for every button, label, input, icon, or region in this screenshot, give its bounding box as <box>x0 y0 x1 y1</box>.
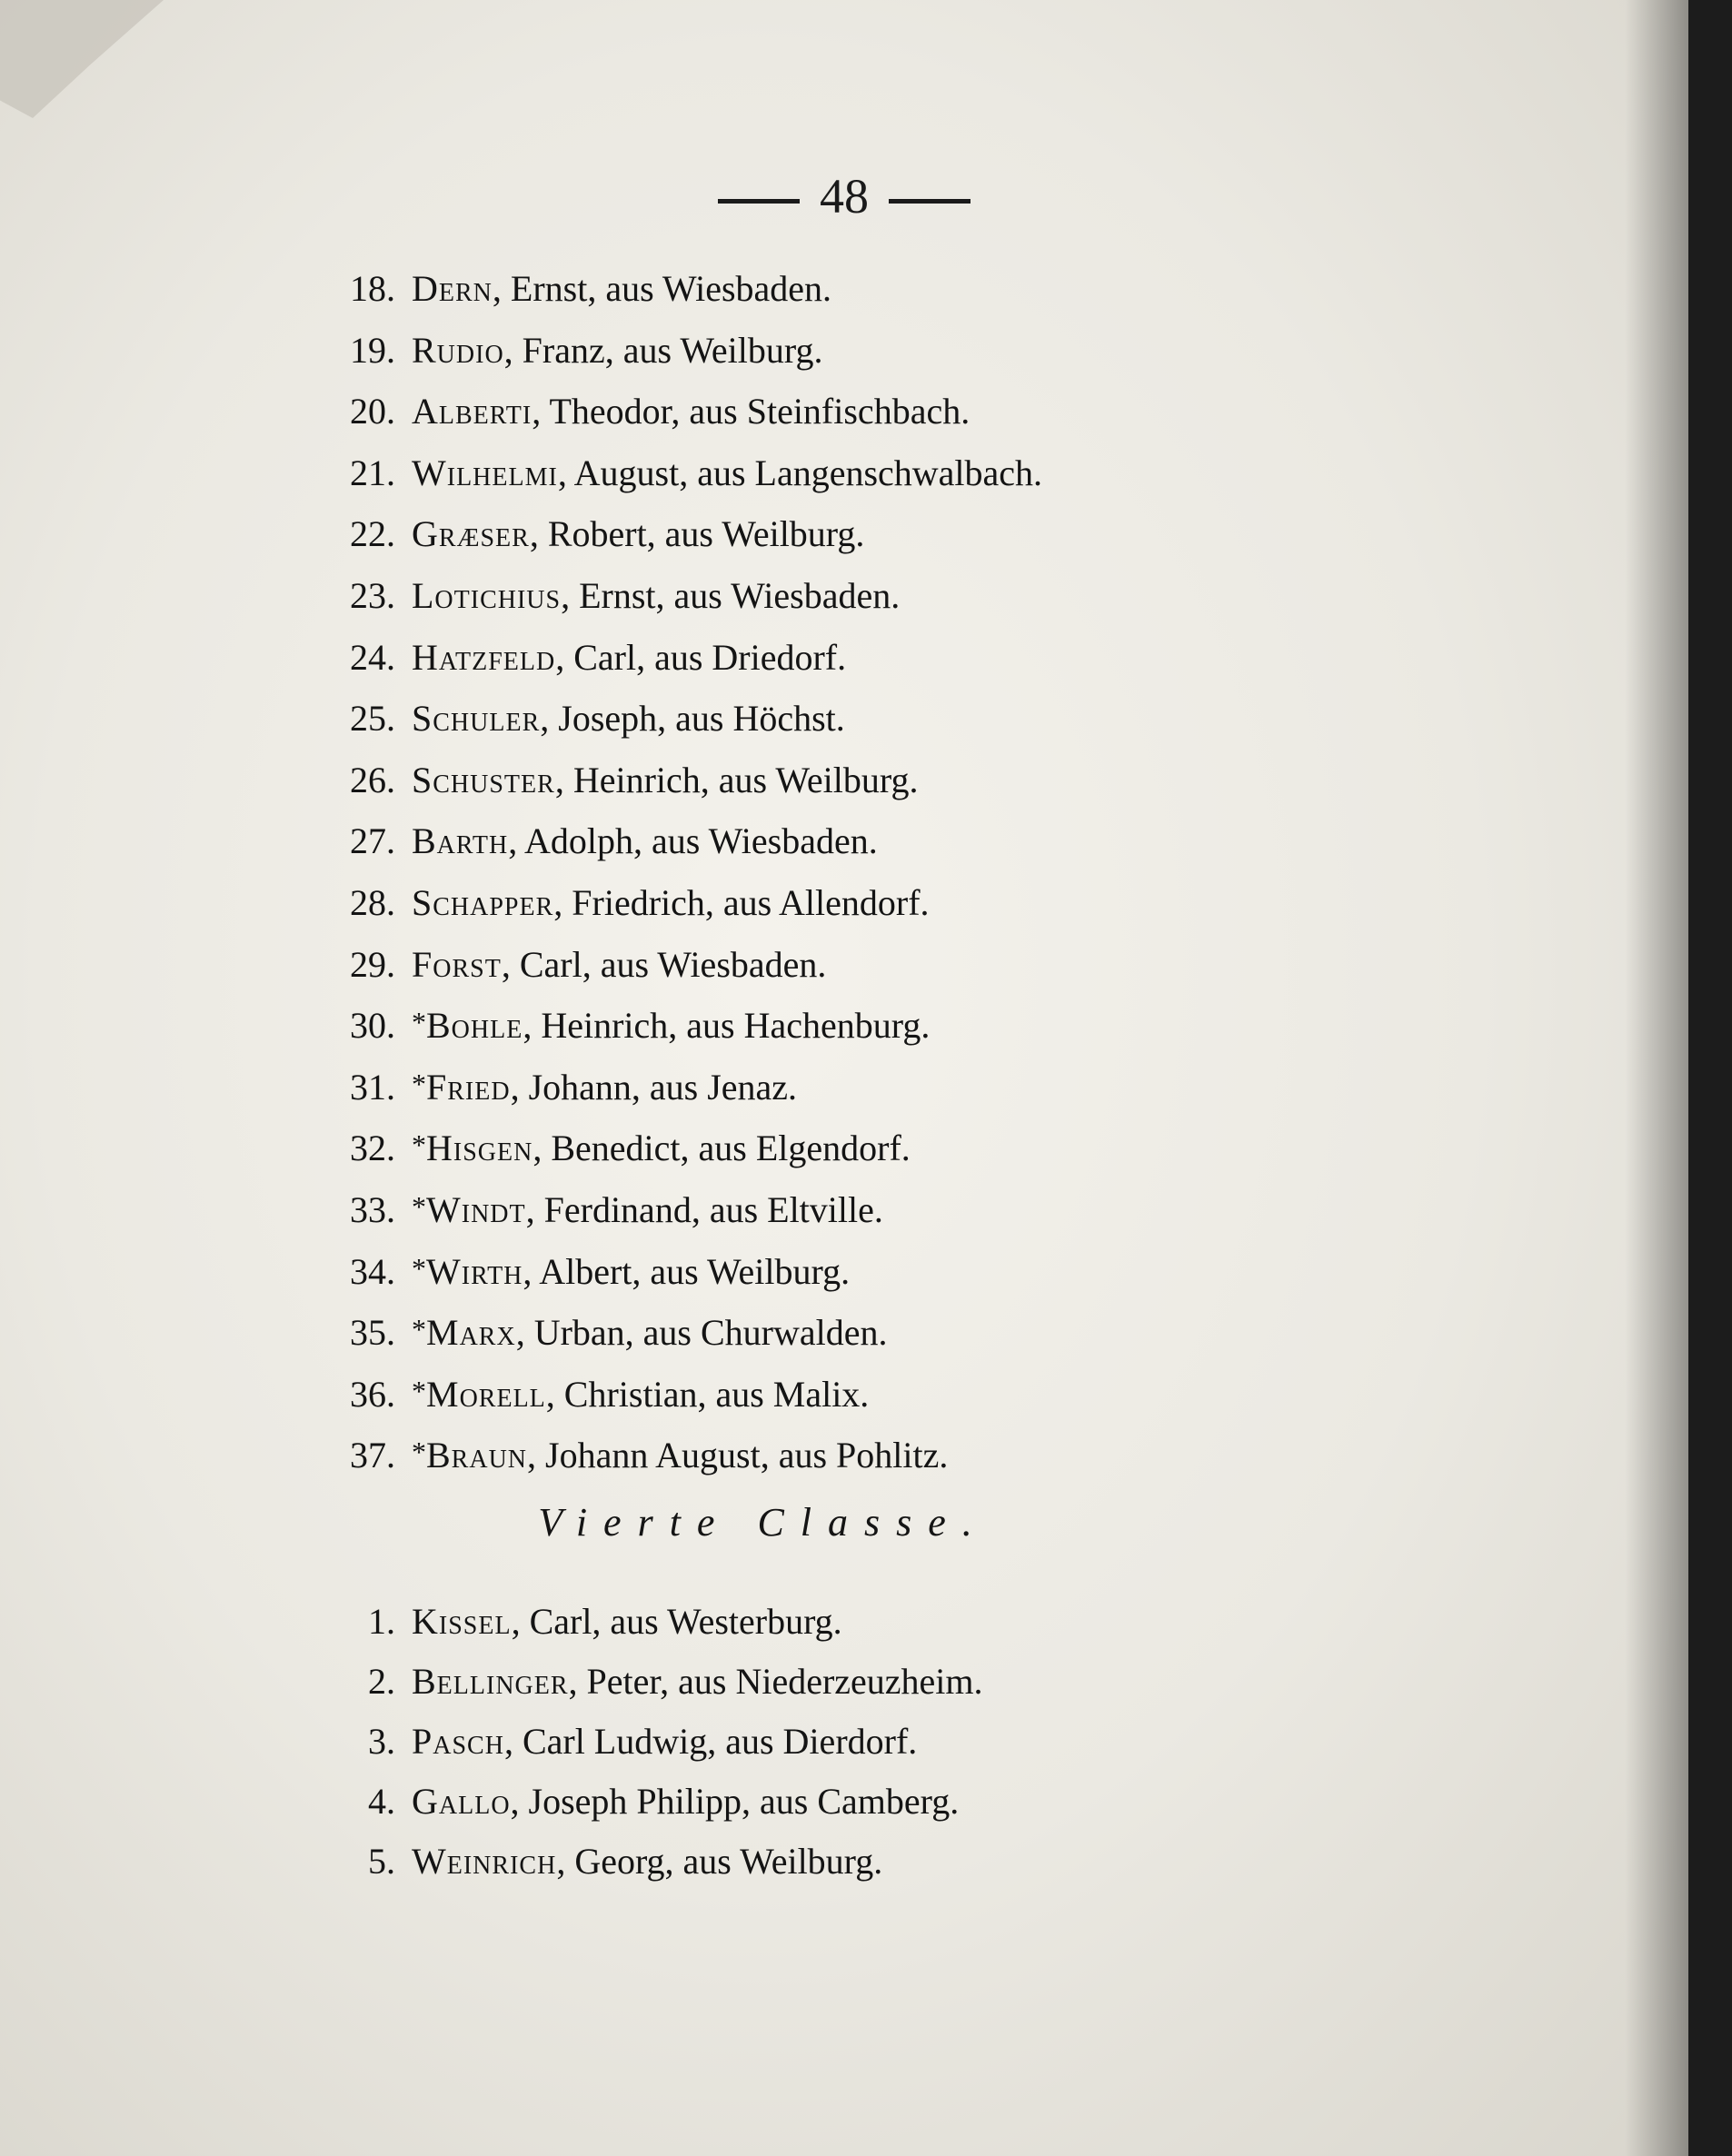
list-entry <box>314 380 970 436</box>
entry-number: 35. <box>350 1312 395 1354</box>
entry-number: 31. <box>350 1066 395 1108</box>
entry-surname: Hisgen <box>426 1128 533 1169</box>
entry-details: , Friedrich, aus Allendorf. <box>553 882 930 923</box>
entry-surname: Forst <box>412 943 502 985</box>
entry-details: , Johann August, aus Pohlitz. <box>527 1435 949 1476</box>
entry-details: , Adolph, aus Wiesbaden. <box>508 820 878 862</box>
entry-details: , August, aus Langenschwalbach. <box>557 452 1043 493</box>
list-entry <box>314 502 864 559</box>
entry-surname: Barth <box>412 820 509 862</box>
list-entry <box>314 1178 883 1235</box>
entry-details: , Johann, aus Jenaz. <box>510 1066 798 1108</box>
list-entry <box>314 1650 983 1706</box>
gutter-shadow <box>1625 0 1688 2156</box>
entry-asterisk: * <box>412 1313 426 1346</box>
entry-surname: Schapper <box>412 882 554 923</box>
entry-details: , Benedict, aus Elgendorf. <box>533 1128 911 1169</box>
entry-surname: Weinrich <box>412 1841 557 1882</box>
list-entry <box>314 1830 882 1886</box>
entry-details: , Carl, aus Driedorf. <box>555 636 847 678</box>
entry-surname: Lotichius <box>412 575 562 616</box>
entry-details: , Albert, aus Weilburg. <box>523 1250 851 1292</box>
entry-details: , Carl, aus Wiesbaden. <box>501 943 827 985</box>
list-entry <box>314 1424 948 1480</box>
list-entry <box>314 1710 917 1766</box>
entry-details: , Robert, aus Weilburg. <box>529 513 865 555</box>
entry-details: , Heinrich, aus Weilburg. <box>554 759 919 800</box>
entry-details: , Joseph Philipp, aus Camberg. <box>510 1781 960 1822</box>
entry-number: 27. <box>350 820 395 862</box>
entry-details: , Peter, aus Niederzeuzheim. <box>568 1661 983 1702</box>
list-entry <box>314 810 878 866</box>
torn-corner <box>0 0 164 118</box>
entry-number: 18. <box>350 268 395 309</box>
entry-details: , Ernst, aus Wiesbaden. <box>492 268 832 309</box>
entry-surname: Schuler <box>412 698 541 740</box>
entry-number: 33. <box>350 1189 395 1230</box>
list-entry <box>314 319 822 375</box>
entry-number: 28. <box>350 882 395 923</box>
entry-number: 34. <box>350 1250 395 1292</box>
entry-asterisk: * <box>412 1067 426 1100</box>
entry-surname: Kissel <box>412 1601 512 1642</box>
entry-surname: Fried <box>426 1066 511 1108</box>
entry-number: 32. <box>350 1128 395 1169</box>
header-dash-right <box>889 199 971 204</box>
list-entry <box>314 442 1042 498</box>
list-entry <box>314 1363 869 1419</box>
entry-surname: Wilhelmi <box>412 452 558 493</box>
list-entry <box>314 994 930 1050</box>
entry-surname: Gallo <box>412 1781 511 1822</box>
list-entry <box>314 1056 797 1112</box>
entry-details: , Joseph, aus Höchst. <box>540 698 845 740</box>
entry-number: 30. <box>350 1005 395 1047</box>
entry-number: 4. <box>368 1781 395 1822</box>
entry-number: 22. <box>350 513 395 555</box>
list-entry <box>314 687 845 743</box>
page-number: 48 <box>820 169 869 224</box>
entry-number: 21. <box>350 452 395 493</box>
list-entry <box>314 933 826 989</box>
entry-asterisk: * <box>412 1128 426 1162</box>
entry-details: , Carl, aus Westerburg. <box>511 1601 842 1642</box>
entry-number: 36. <box>350 1373 395 1415</box>
entry-details: , Georg, aus Weilburg. <box>556 1841 883 1882</box>
list-entry <box>314 1117 911 1173</box>
entry-number: 1. <box>368 1601 395 1642</box>
entry-surname: Wirth <box>426 1250 523 1292</box>
entry-surname: Braun <box>426 1435 528 1476</box>
entry-surname: Hatzfeld <box>412 636 556 678</box>
entry-asterisk: * <box>412 1006 426 1039</box>
list-entry <box>314 626 846 682</box>
entry-number: 23. <box>350 575 395 616</box>
entry-surname: Rudio <box>412 329 504 371</box>
entry-details: , Christian, aus Malix. <box>545 1373 870 1415</box>
entry-details: , Ernst, aus Wiesbaden. <box>561 575 901 616</box>
entry-surname: Dern <box>412 268 493 309</box>
entry-details: , Urban, aus Churwalden. <box>515 1312 888 1354</box>
page-header <box>0 168 1688 224</box>
entry-details: , Franz, aus Weilburg. <box>503 329 823 371</box>
entry-number: 19. <box>350 329 395 371</box>
entry-number: 3. <box>368 1721 395 1762</box>
entry-surname: Marx <box>426 1312 516 1354</box>
entry-number: 25. <box>350 698 395 740</box>
list-entry <box>314 1240 850 1297</box>
header-dash-left <box>718 199 800 204</box>
entry-number: 24. <box>350 636 395 678</box>
entry-surname: Bellinger <box>412 1661 569 1702</box>
entry-number: 20. <box>350 391 395 432</box>
entry-asterisk: * <box>412 1374 426 1407</box>
entry-asterisk: * <box>412 1190 426 1223</box>
entry-asterisk: * <box>412 1251 426 1285</box>
section-title: Vierte Classe. <box>538 1500 989 1545</box>
entry-number: 29. <box>350 943 395 985</box>
entry-surname: Morell <box>426 1373 546 1415</box>
list-entry <box>314 1770 959 1826</box>
entry-asterisk: * <box>412 1436 426 1469</box>
entry-surname: Bohle <box>426 1005 523 1047</box>
list-entry <box>314 871 930 928</box>
entry-details: , Theodor, aus Steinfischbach. <box>532 391 971 432</box>
entry-number: 2. <box>368 1661 395 1702</box>
entry-details: , Carl Ludwig, aus Dierdorf. <box>503 1721 918 1762</box>
entry-details: , Ferdinand, aus Eltville. <box>525 1189 883 1230</box>
entry-surname: Windt <box>426 1189 526 1230</box>
list-entry <box>314 749 919 805</box>
entry-surname: Pasch <box>412 1721 504 1762</box>
entry-number: 26. <box>350 759 395 800</box>
list-entry <box>314 257 831 313</box>
entry-number: 5. <box>368 1841 395 1882</box>
entry-surname: Schuster <box>412 759 555 800</box>
list-entry <box>314 1590 842 1646</box>
list-entry <box>314 564 900 621</box>
entry-surname: Græser <box>412 513 530 555</box>
entry-surname: Alberti <box>412 391 533 432</box>
entry-details: , Heinrich, aus Hachenburg. <box>523 1005 931 1047</box>
entry-number: 37. <box>350 1435 395 1476</box>
list-entry <box>314 1301 887 1357</box>
